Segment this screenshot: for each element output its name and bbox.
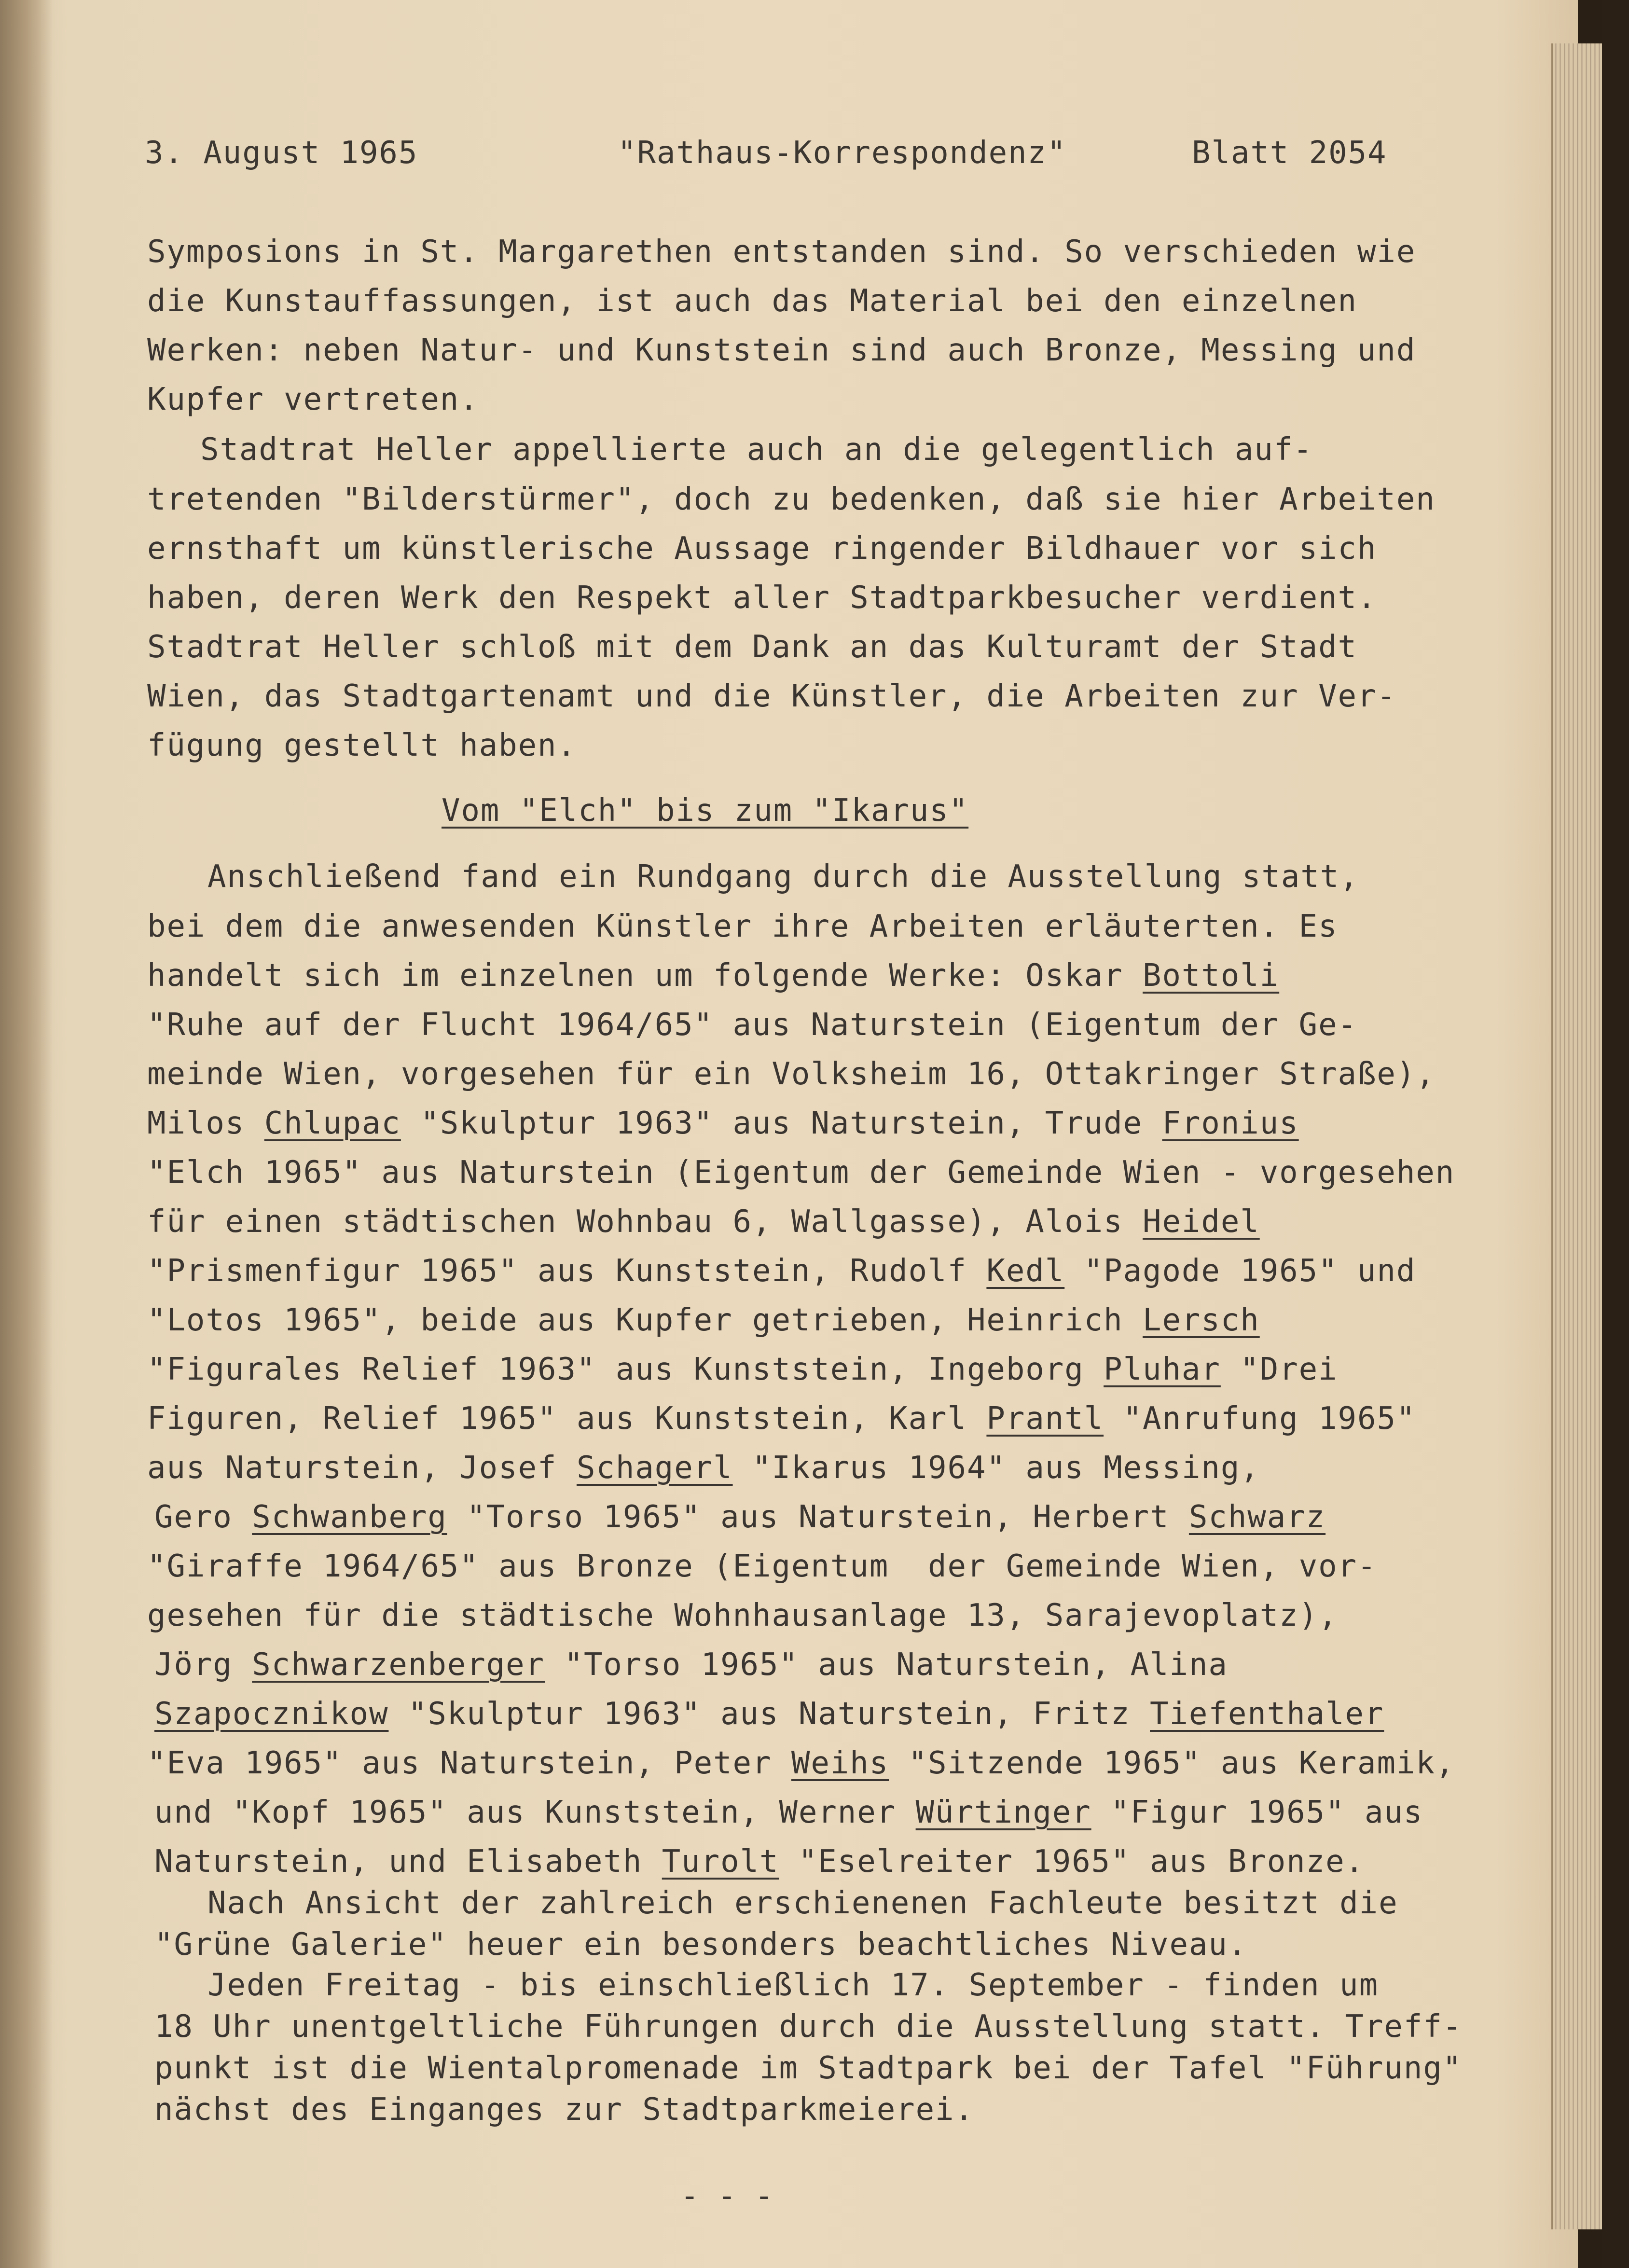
text-line: Jeden Freitag - bis einschließlich 17. September - finden um	[207, 1967, 1379, 2003]
text-line: Werken: neben Natur- und Kunststein sind auch Bronze, Messing und	[147, 332, 1416, 368]
text-line: tretenden "Bilderstürmer", doch zu bedenken, daß sie hier Arbeiten	[147, 482, 1436, 517]
page-edges	[1551, 43, 1603, 2229]
text-line: "Figurales Relief 1963" aus Kunststein, Ingeborg Pluhar "Drei	[147, 1352, 1338, 1387]
text-line: Kupfer vertreten.	[147, 382, 479, 417]
text-line: nächst des Einganges zur Stadtparkmeierei.	[154, 2092, 974, 2128]
text-line: Szapocznikow "Skulptur 1963" aus Naturstein, Fritz Tiefenthaler	[154, 1696, 1384, 1732]
text-line: für einen städtischen Wohnbau 6, Wallgasse), Alois Heidel	[147, 1204, 1260, 1240]
text-line: fügung gestellt haben.	[147, 728, 577, 763]
text-line: "Grüne Galerie" heuer ein besonders beachtliches Niveau.	[154, 1927, 1248, 1963]
artist-name: Prantl	[986, 1401, 1104, 1437]
text-line: Stadtrat Heller appellierte auch an die gelegentlich auf-	[200, 432, 1313, 468]
text-line: 18 Uhr unentgeltliche Führungen durch die Ausstellung statt. Treff-	[154, 2009, 1463, 2045]
text-line: Stadtrat Heller schloß mit dem Dank an das Kulturamt der Stadt	[147, 629, 1357, 665]
text-line: handelt sich im einzelnen um folgende Werke: Oskar Bottoli	[147, 958, 1280, 994]
text-line: bei dem die anwesenden Künstler ihre Arbeiten erläuterten. Es	[147, 909, 1338, 944]
artist-name: Tiefenthaler	[1150, 1696, 1384, 1732]
text-line: punkt ist die Wientalpromenade im Stadtpark bei der Tafel "Führung"	[154, 2050, 1463, 2086]
text-line: Milos Chlupac "Skulptur 1963" aus Naturstein, Trude Fronius	[147, 1106, 1299, 1141]
background-edge	[1602, 0, 1629, 2268]
binding-gutter	[0, 0, 53, 2268]
text-line: Gero Schwanberg "Torso 1965" aus Naturstein, Herbert Schwarz	[154, 1499, 1326, 1535]
text-line: Nach Ansicht der zahlreich erschienenen Fachleute besitzt die	[207, 1885, 1398, 1921]
text-line: haben, deren Werk den Respekt aller Stadtparkbesucher verdient.	[147, 580, 1377, 616]
text-line: Jörg Schwarzenberger "Torso 1965" aus Naturstein, Alina	[154, 1647, 1228, 1683]
text-line: meinde Wien, vorgesehen für ein Volksheim 16, Ottakringer Straße),	[147, 1056, 1436, 1092]
artist-name: Schwanberg	[252, 1499, 447, 1535]
artist-name: Weihs	[791, 1745, 889, 1781]
artist-name: Pluhar	[1104, 1352, 1221, 1387]
text-line: Naturstein, und Elisabeth Turolt "Eselreiter 1965" aus Bronze.	[154, 1844, 1365, 1880]
header-publication: "Rathaus-Korrespondenz"	[618, 135, 1067, 171]
artist-name: Fronius	[1162, 1106, 1299, 1141]
text-line: Wien, das Stadtgartenamt und die Künstler, die Arbeiten zur Ver-	[147, 678, 1396, 714]
section-title: Vom "Elch" bis zum "Ikarus"	[442, 793, 969, 829]
artist-name: Szapocznikow	[154, 1696, 389, 1732]
artist-name: Schwarz	[1188, 1499, 1326, 1535]
text-line: "Prismenfigur 1965" aus Kunststein, Rudolf Kedl "Pagode 1965" und	[147, 1253, 1416, 1289]
text-line: gesehen für die städtische Wohnhausanlage 13, Sarajevoplatz),	[147, 1598, 1338, 1633]
artist-name: Heidel	[1143, 1204, 1260, 1240]
artist-name: Kedl	[986, 1253, 1065, 1289]
text-line: aus Naturstein, Josef Schagerl "Ikarus 1964" aus Messing,	[147, 1450, 1260, 1486]
artist-name: Turolt	[662, 1844, 779, 1880]
header-date: 3. August 1965	[145, 135, 418, 171]
text-line: "Eva 1965" aus Naturstein, Peter Weihs "Sitzende 1965" aus Keramik,	[147, 1745, 1455, 1781]
text-line: ernsthaft um künstlerische Aussage ringender Bildhauer vor sich	[147, 531, 1377, 567]
text-line: "Lotos 1965", beide aus Kupfer getrieben, Heinrich Lersch	[147, 1302, 1260, 1338]
artist-name: Chlupac	[264, 1106, 401, 1141]
artist-name: Würtinger	[915, 1795, 1091, 1830]
header-sheet-number: Blatt 2054	[1192, 135, 1387, 171]
text-line: "Elch 1965" aus Naturstein (Eigentum der Gemeinde Wien - vorgesehen	[147, 1155, 1455, 1190]
text-line: und "Kopf 1965" aus Kunststein, Werner Würtinger "Figur 1965" aus	[154, 1795, 1423, 1830]
text-line: die Kunstauffassungen, ist auch das Material bei den einzelnen	[147, 283, 1357, 319]
end-mark: - - -	[680, 2178, 773, 2214]
artist-name: Bottoli	[1143, 958, 1280, 994]
text-line: Figuren, Relief 1965" aus Kunststein, Karl Prantl "Anrufung 1965"	[147, 1401, 1416, 1437]
text-line: "Ruhe auf der Flucht 1964/65" aus Naturstein (Eigentum der Ge-	[147, 1007, 1357, 1043]
artist-name: Lersch	[1143, 1302, 1260, 1338]
artist-name: Schwarzenberger	[252, 1647, 545, 1683]
text-line: "Giraffe 1964/65" aus Bronze (Eigentum der Gemeinde Wien, vor-	[147, 1549, 1377, 1584]
text-line: Symposions in St. Margarethen entstanden sind. So verschieden wie	[147, 234, 1416, 270]
artist-name: Schagerl	[576, 1450, 733, 1486]
text-line: Anschließend fand ein Rundgang durch die Ausstellung statt,	[207, 859, 1359, 895]
